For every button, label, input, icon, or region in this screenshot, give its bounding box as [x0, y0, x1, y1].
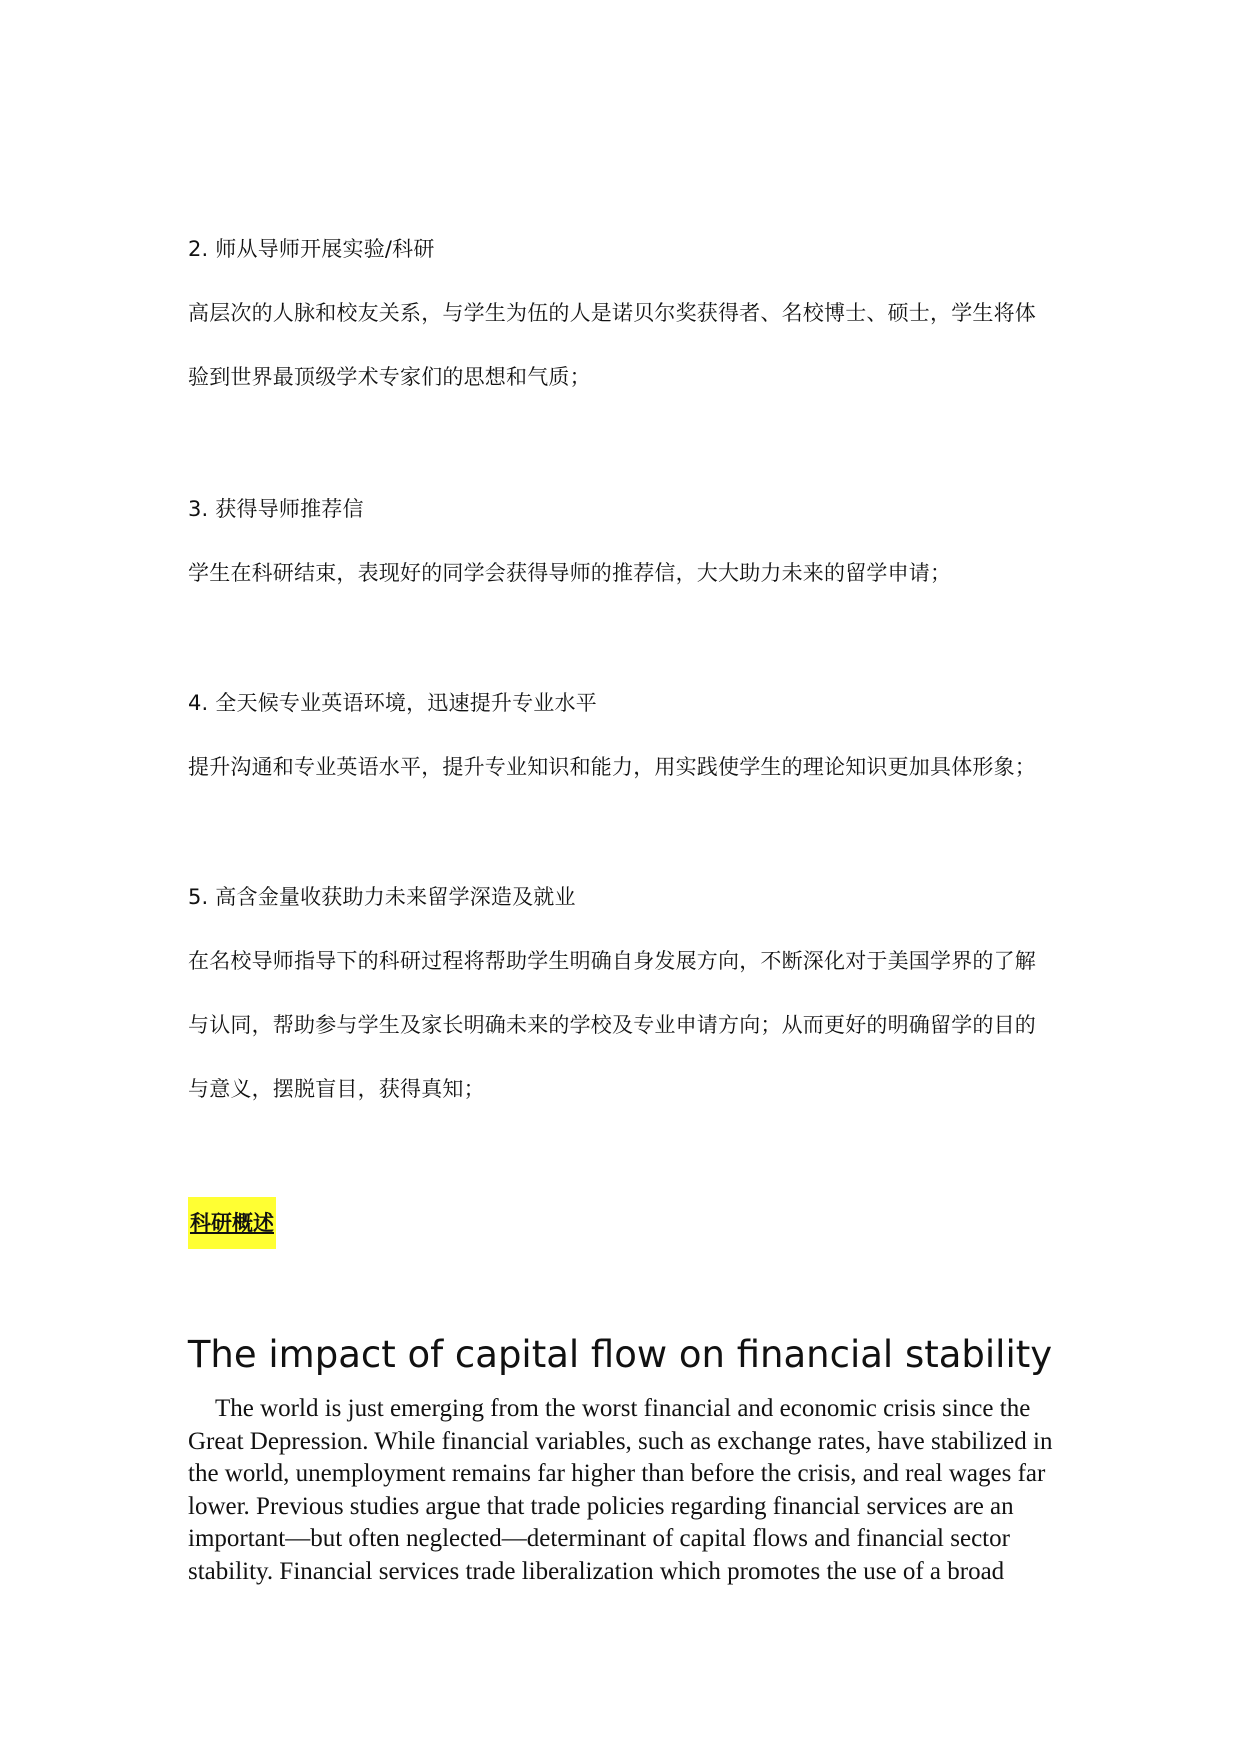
paper-body-line: lower. Previous studies argue that trade policies regarding financial services are an	[188, 1492, 1014, 1520]
paper-abstract	[188, 1393, 1068, 1588]
section-2-heading: 2. 师从导师开展实验/科研	[188, 237, 435, 261]
section-4-line-1: 提升沟通和专业英语水平，提升专业知识和能力，用实践使学生的理论知识更加具体形象；	[188, 755, 1036, 779]
paper-title: The impact of capital flow on financial stability	[187, 1333, 1053, 1376]
section-3-heading: 3. 获得导师推荐信	[188, 497, 364, 521]
paper-body-line: important—but often neglected—determinant of capital flows and financial sector	[188, 1525, 1010, 1552]
paper-body-line: the world, unemployment remains far higher than before the crisis, and real wages far	[188, 1460, 1046, 1487]
section-3-line-1: 学生在科研结束，表现好的同学会获得导师的推荐信，大大助力未来的留学申请；	[188, 561, 952, 585]
section-2-line-1: 高层次的人脉和校友关系，与学生为伍的人是诺贝尔奖获得者、名校博士、硕士，学生将体	[188, 301, 1036, 325]
section-2-line-2: 验到世界最顶级学术专家们的思想和气质；	[188, 365, 591, 389]
section-5-heading: 5. 高含金量收获助力未来留学深造及就业	[188, 885, 576, 909]
paper-body-line: stability. Financial services trade liberalization which promotes the use of a broad	[188, 1557, 1005, 1585]
section-4-heading: 4. 全天候专业英语环境，迅速提升专业水平	[188, 691, 597, 715]
paper-body-line: Great Depression. While financial variables, such as exchange rates, have stabilized in	[188, 1427, 1053, 1455]
section-5-line-2: 与认同，帮助参与学生及家长明确未来的学校及专业申请方向；从而更好的明确留学的目的	[188, 1013, 1036, 1037]
paper-body-line: The world is just emerging from the worst financial and economic crisis since the	[215, 1395, 1031, 1422]
section-5-line-1: 在名校导师指导下的科研过程将帮助学生明确自身发展方向，不断深化对于美国学界的了解	[188, 949, 1036, 973]
research-overview-heading: 科研概述	[188, 1197, 276, 1249]
section-5-line-3: 与意义，摆脱盲目，获得真知；	[188, 1077, 485, 1101]
